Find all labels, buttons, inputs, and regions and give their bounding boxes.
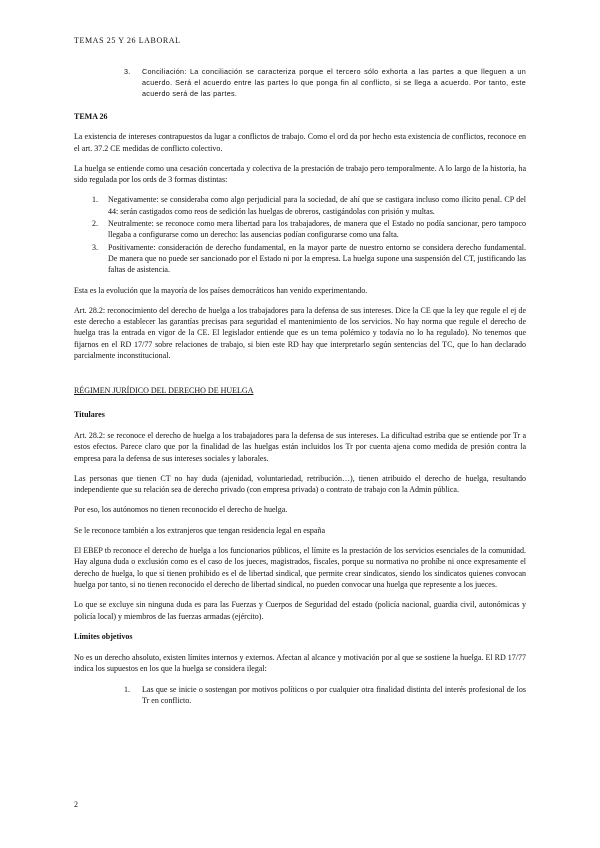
paragraph: Art. 28.2: se reconoce el derecho de huelga a los trabajadores para la defensa de sus intereses. La dificultad estriba que se entiende por Tr a estos efectos. Parece claro que por la finalidad de las huelgas están incluidos los Tr por cuenta ajena como medida de presión contra la empresa para la defensa de sus intereses sociales y laborales. [74, 430, 526, 463]
conciliacion-item [74, 66, 526, 99]
list-item-text: Negativamente: se consideraba como algo perjudicial para la sociedad, de ahí que se castigara incluso como ilícito penal. CP del 44: serán castigados como reos de sedición las huelgas de obreros, castigándolas con prisión y multas. [108, 195, 526, 216]
list-item-text: Neutralmente: se reconoce como mera libertad para los trabajadores, de manera que el Estado no podía sancionar, pero tampoco llegaba a configurarse como un derecho: las ausencias podían configurarse como una falta. [108, 219, 526, 240]
list-number: 1. [124, 684, 130, 694]
list-number: 1. [92, 195, 98, 205]
paragraph: El EBEP tb reconoce el derecho de huelga a los funcionarios públicos, el límite es la prestación de los servicios esenciales de la comunidad. Hay alguna duda o exclusión como es el caso de los jueces, magistrados, fiscales, porque su normativa no prohíbe ni once expresamente el derecho de huelga, lo que sí tienen prohibido es el de libertad sindical, que permite crear sindicatos, siendo los sindicatos quienes convocan huelga por tanto, si no tienen reconocido el derecho de libertad sindical, no pueden convocar una huelga que represente a los jueces. [74, 546, 526, 589]
list-number: 2. [92, 219, 98, 229]
list-item [74, 218, 526, 241]
paragraph: Art. 28.2: reconocimiento del derecho de huelga a los trabajadores para la defensa de sus intereses. Dice la CE que la ley que regule el ej de este derecho a establecer las garantías precisas para seguridad el mantenimiento de los servicios. No hay norma que regule el derecho de huelga tras la entrada en vigor de la CE. El legislador entiende que es un tema polémico y todavía no lo ha regulado). No tenemos que fijarnos en el RD 17/77 sobre relaciones de trabajo, si bien este RD hay que interpretarlo según sentencias del TC, que lo han declarado parcialmente inconstitucional. [74, 305, 526, 361]
list-item [74, 684, 526, 707]
regimen-heading: RÉGIMEN JURÍDICO DEL DERECHO DE HUELGA [74, 386, 254, 396]
paragraph: Esta es la evolución que la mayoría de los países democráticos han venido experimentando. [74, 285, 368, 295]
paragraph: No es un derecho absoluto, existen límites internos y externos. Afectan al alcance y motivación por al que se sostiene la huelga. El RD 17/77 indica los supuestos en los que la huelga se considera ilegal: [74, 653, 526, 674]
list-item-text: Positivamente: consideración de derecho fundamental, en la mayor parte de nuestro entorno se considera derecho fundamental. De manera que no puede ser sancionado por el Estado ni por la empresa. La huelga supone una suspensión del CT, justificando las faltas de asistencia. [108, 242, 526, 275]
list-number: 3. [124, 67, 131, 76]
paragraph: Por eso, los autónomos no tienen reconocido el derecho de huelga. [74, 505, 288, 515]
titulares-heading: Titulares [74, 409, 105, 419]
running-header: TEMAS 25 Y 26 LABORAL [74, 36, 181, 45]
list-number: 3. [92, 242, 98, 252]
paragraph: Lo que se excluye sin ninguna duda es para las Fuerzas y Cuerpos de Seguridad del estado (policía nacional, guardia civil, autonómicas y policía local) y miembros de las fuerzas armadas (ejército). [74, 600, 526, 621]
illegal-strikes-list [74, 684, 526, 707]
page-body [74, 66, 526, 707]
list-item [74, 194, 526, 217]
paragraph: La existencia de intereses contrapuestos da lugar a conflictos de trabajo. Como el ord da por hecho esta existencia de conflictos, reconoce en el art. 37.2 CE medidas de conflicto colectivo. [74, 132, 526, 153]
limites-heading: Límites objetivos [74, 631, 133, 641]
conciliacion-text: Conciliación: La conciliación se caracteriza porque el tercero sólo exhorta a las partes a que lleguen a un acuerdo. Será el acuerdo entre las partes lo que ponga fin al conflicto, si se llega a acuerdo. Por tanto, este acuerdo será de las partes. [142, 67, 526, 98]
forms-list [74, 194, 526, 275]
paragraph: Se le reconoce también a los extranjeros que tengan residencia legal en españa [74, 525, 325, 535]
list-item [74, 242, 526, 276]
list-item-text: Las que se inicie o sostengan por motivos políticos o por cualquier otra finalidad distinta del interés profesional de los Tr en conflicto. [142, 684, 526, 705]
page-number: 2 [74, 800, 78, 809]
paragraph: Las personas que tienen CT no hay duda (ajenidad, voluntariedad, retribución…), tienen atribuido el derecho de huelga, resultando independiente que su relación sea de derecho privado (con empresa privada) o contrato de trabajo con la Admin pública. [74, 473, 526, 495]
paragraph: La huelga se entiende como una cesación concertada y colectiva de la prestación de trabajo pero temporalmente. A lo largo de la historia, ha sido regulada por los ords de 3 formas distintas: [74, 163, 526, 185]
tema-26-heading: TEMA 26 [74, 112, 108, 121]
